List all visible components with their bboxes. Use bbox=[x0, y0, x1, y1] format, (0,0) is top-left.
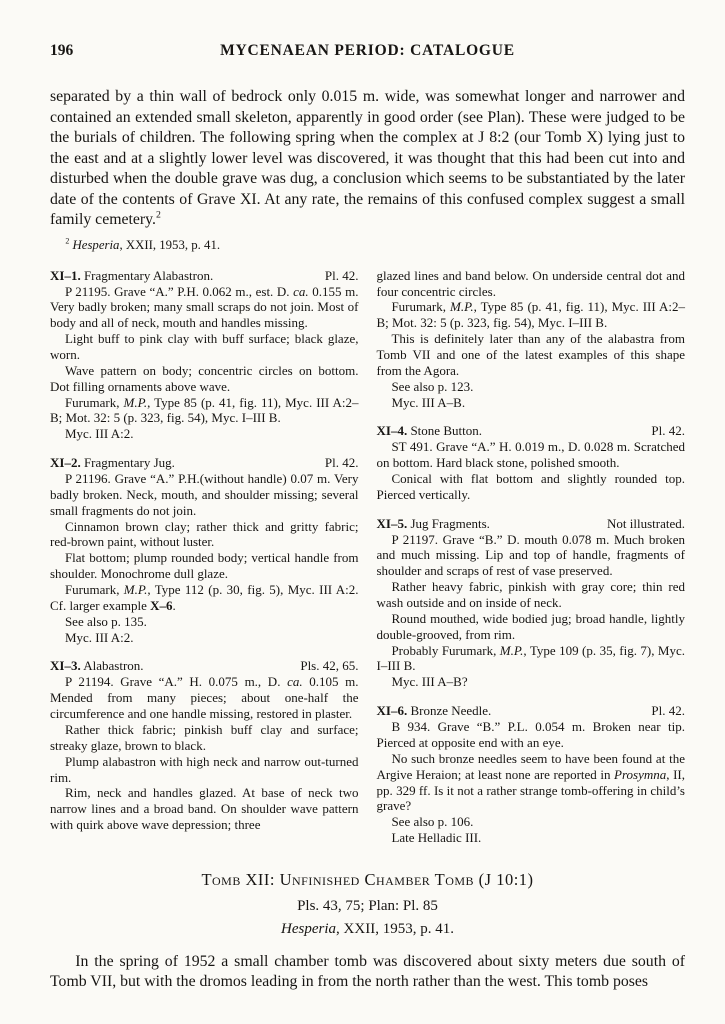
entry-paragraph bbox=[50, 395, 359, 427]
entry-title: Alabastron. bbox=[80, 658, 144, 674]
text-segment: M.P. bbox=[123, 394, 148, 410]
text-segment: M.P. bbox=[123, 582, 148, 598]
text-segment: Furumark, bbox=[64, 394, 124, 410]
text-segment: ca. bbox=[287, 674, 303, 690]
entry-id: XI–5. bbox=[376, 515, 408, 531]
entry-paragraph bbox=[50, 582, 359, 614]
catalogue-entry-continuation bbox=[377, 268, 686, 411]
entry-header bbox=[377, 516, 686, 532]
right-column bbox=[377, 268, 686, 846]
text-segment: separated by a thin wall of bedrock only 0.015 m. wide, was somewhat longer and narrower and contained an extended small skeleton, apparently in good order (see Plan). These were judged to be the burials of children. The following spring when the complex at J 8:2 (our Tomb X) lying just to the east and at a slightly lower level was discovered, it was thought that this had been cut into and disturbed when the double grave was dug, a conclusion which seems to be substantiated by the later date of the contents of Grave XI. At any rate, the remains of this confused complex suggest a small family cemetery. bbox=[50, 88, 685, 229]
entry-paragraph bbox=[377, 719, 686, 751]
entry-heading-text bbox=[377, 516, 490, 532]
text-segment: Myc. III A:2. bbox=[64, 426, 134, 442]
text-segment: Furumark, bbox=[64, 582, 124, 598]
entry-paragraph bbox=[377, 299, 686, 331]
running-title: MYCENAEAN PERIOD: CATALOGUE bbox=[220, 42, 515, 59]
entry-paragraph bbox=[50, 519, 359, 551]
text-segment: This is definitely later than any of the alabastra from Tomb VII and one of the latest examples of this shape from the Agora. bbox=[376, 331, 685, 378]
entry-id: XI–1. bbox=[50, 267, 81, 283]
text-segment: Furumark, bbox=[391, 299, 450, 315]
plate-ref: Pls. 42, 65. bbox=[300, 658, 359, 674]
catalogue-columns bbox=[50, 268, 685, 846]
entry-title: Fragmentary Jug. bbox=[80, 455, 175, 471]
section-heading: Tomb XII: Unfinished Chamber Tomb (J 10:1) bbox=[201, 869, 534, 889]
entry-id: XI–4. bbox=[376, 423, 408, 439]
text-segment: Wave pattern on body; concentric circles on bottom. Dot filling ornaments above wave. bbox=[50, 362, 359, 394]
entry-paragraph bbox=[50, 426, 359, 442]
intro-paragraph bbox=[50, 87, 685, 231]
plate-ref: Pl. 42. bbox=[651, 423, 685, 439]
entry-paragraph bbox=[377, 674, 686, 690]
tomb-xii-section bbox=[50, 870, 685, 993]
entry-paragraph bbox=[50, 363, 359, 395]
entry-title: Fragmentary Alabastron. bbox=[80, 267, 214, 283]
text-segment: Probably Furumark, bbox=[391, 642, 500, 658]
catalogue-entry bbox=[377, 516, 686, 690]
footnote bbox=[50, 238, 685, 253]
entry-header bbox=[377, 423, 686, 439]
entry-paragraph bbox=[377, 751, 686, 814]
entry-paragraph bbox=[50, 630, 359, 646]
text-segment: P 21194. Grave “A.” H. 0.075 m., D. bbox=[64, 674, 288, 690]
text-segment: , Type 112 (p. 30, fig. 5), Myc. III A:2. Cf. larger example bbox=[50, 582, 359, 613]
text-segment: , XXII, 1953, p. 41. bbox=[336, 920, 454, 937]
page-number: 196 bbox=[50, 42, 74, 59]
catalogue-entry bbox=[377, 423, 686, 502]
plate-ref: Pl. 42. bbox=[651, 703, 685, 719]
entry-header bbox=[50, 268, 359, 284]
catalogue-entry bbox=[50, 268, 359, 442]
text-segment: 0.155 m. Very badly broken; many small scraps do not join. Most of body and all of neck, mouth and handles missing. bbox=[50, 283, 359, 331]
text-segment: P 21197. Grave “B.” D. mouth 0.078 m. Much broken and much missing. Lip and top of handle, fragments of shoulder and scraps of rest of vase preserved. bbox=[376, 531, 685, 579]
text-segment: . bbox=[172, 597, 176, 613]
text-segment: , II, pp. 329 ff. Is it not a rather strange tomb-offering in child’s grave? bbox=[376, 766, 685, 814]
text-segment: Plump alabastron with high neck and narrow out-turned rim. bbox=[50, 753, 359, 785]
text-segment: Light buff to pink clay with buff surface; black glaze, worn. bbox=[50, 331, 359, 363]
entry-id: XI–6. bbox=[376, 703, 408, 719]
left-column bbox=[50, 268, 359, 846]
section-plates: Pls. 43, 75; Plan: Pl. 85 bbox=[297, 897, 438, 914]
entry-heading-text bbox=[50, 658, 144, 674]
text-segment: No such bronze needles seem to have been found at the Argive Heraion; at least none are reported in bbox=[376, 750, 685, 782]
entry-paragraph bbox=[50, 331, 359, 363]
text-segment: , Type 109 (p. 35, fig. 7), Myc. I–III B. bbox=[376, 642, 686, 674]
text-segment: P 21196. Grave “A.” P.H.(without handle) 0.07 m. Very badly broken. Neck, mouth, and shoulder missing; several small fragments do not join. bbox=[50, 471, 359, 518]
text-segment: M.P. bbox=[449, 299, 474, 315]
entry-header bbox=[377, 703, 686, 719]
text-segment: glazed lines and band below. On underside central dot and four concentric circles. bbox=[376, 267, 685, 299]
plate-ref: Pl. 42. bbox=[324, 267, 359, 283]
entry-heading-text bbox=[50, 455, 175, 471]
entry-paragraph bbox=[377, 579, 686, 611]
entry-heading-text bbox=[50, 268, 213, 284]
text-segment: See also p. 123. bbox=[391, 378, 474, 394]
entry-paragraph bbox=[377, 395, 686, 411]
text-segment: Flat bottom; plump rounded body; vertical handle from shoulder. Monochrome dull glaze. bbox=[50, 550, 359, 582]
text-segment: B 934. Grave “B.” P.L. 0.054 m. Broken near tip. Pierced at opposite end with an eye. bbox=[376, 719, 685, 750]
text-segment: Rather thick fabric; pinkish buff clay and surface; streaky glaze, brown to black. bbox=[50, 721, 359, 753]
text-segment: Conical with flat bottom and slightly rounded top. Pierced vertically. bbox=[376, 471, 685, 502]
entry-paragraph bbox=[50, 754, 359, 786]
plate-ref: Not illustrated. bbox=[607, 515, 685, 531]
text-segment: 2 bbox=[156, 209, 161, 221]
plate-ref: Pl. 42. bbox=[324, 455, 359, 471]
text-segment: See also p. 135. bbox=[64, 613, 147, 629]
entry-paragraph bbox=[377, 643, 686, 675]
running-head bbox=[50, 42, 685, 60]
catalogue-entry bbox=[50, 658, 359, 832]
text-segment: ca. bbox=[293, 283, 309, 299]
entry-paragraph bbox=[50, 614, 359, 630]
text-segment: X–6 bbox=[150, 597, 173, 613]
entry-paragraph bbox=[377, 611, 686, 643]
entry-paragraph bbox=[377, 532, 686, 580]
entry-paragraph bbox=[377, 331, 686, 379]
entry-title: Jug Fragments. bbox=[407, 515, 490, 531]
section-paragraph bbox=[50, 952, 685, 993]
entry-heading-text bbox=[377, 423, 482, 439]
text-segment: 2 bbox=[65, 236, 70, 246]
entry-header bbox=[50, 658, 359, 674]
entry-title: Stone Button. bbox=[407, 423, 482, 439]
entry-header bbox=[50, 455, 359, 471]
entry-paragraph bbox=[50, 471, 359, 519]
catalogue-entry bbox=[377, 703, 686, 846]
text-segment: Myc. III A:2. bbox=[64, 629, 134, 645]
entry-paragraph bbox=[377, 471, 686, 503]
catalogue-entry bbox=[50, 455, 359, 645]
text-segment: Rather heavy fabric, pinkish with gray core; thin red wash outside and on inside of neck. bbox=[376, 579, 685, 611]
entry-heading-text bbox=[377, 703, 492, 719]
text-segment: Late Helladic III. bbox=[391, 830, 482, 846]
text-segment: ST 491. Grave “A.” H. 0.019 m., D. 0.028 m. Scratched on bottom. Hard black stone, polished smooth. bbox=[376, 439, 685, 471]
entry-id: XI–3. bbox=[50, 658, 81, 674]
text-segment: Hesperia bbox=[281, 920, 337, 937]
entry-id: XI–2. bbox=[50, 455, 81, 471]
text-segment: Myc. III A–B? bbox=[391, 674, 468, 690]
text-segment: P 21195. Grave “A.” P.H. 0.062 m., est. D. bbox=[64, 283, 294, 299]
entry-title: Bronze Needle. bbox=[407, 703, 492, 719]
text-segment: See also p. 106. bbox=[391, 814, 474, 830]
entry-paragraph bbox=[50, 785, 359, 833]
text-segment: In the spring of 1952 a small chamber tomb was discovered about sixty meters due south of Tomb VII, but with the dromos leading in from the north rather than the west. This tomb poses bbox=[50, 952, 685, 991]
text-segment: Myc. III A–B. bbox=[391, 394, 466, 410]
entry-paragraph bbox=[50, 284, 359, 332]
text-segment: , Type 85 (p. 41, fig. 11), Myc. III A:2–B; Mot. 32: 5 (p. 323, fig. 54), Myc. I–III B. bbox=[50, 394, 359, 426]
entry-paragraph bbox=[377, 379, 686, 395]
entry-paragraph bbox=[377, 830, 686, 846]
text-segment: Prosymna bbox=[614, 766, 667, 782]
text-segment: Round mouthed, wide bodied jug; broad handle, lightly double-grooved, from rim. bbox=[376, 610, 685, 642]
entry-paragraph bbox=[50, 722, 359, 754]
section-reference bbox=[50, 921, 685, 938]
text-segment: M.P. bbox=[499, 642, 524, 658]
text-segment: , XXII, 1953, p. 41. bbox=[119, 237, 221, 252]
text-segment: 0.105 m. Mended from many pieces; about one-half the circumference and one handle missing, restored in plaster. bbox=[50, 674, 359, 722]
entry-paragraph bbox=[377, 814, 686, 830]
text-segment: Cinnamon brown clay; rather thick and gritty fabric; red-brown paint, without luster. bbox=[50, 518, 359, 550]
entry-paragraph bbox=[50, 674, 359, 722]
text-segment: Hesperia bbox=[72, 237, 120, 252]
text-segment: Rim, neck and handles glazed. At base of neck two narrow lines and a broad band. On shoulder wave pattern with quirk above wave depression; three bbox=[50, 785, 359, 833]
entry-paragraph bbox=[377, 268, 686, 300]
text-segment: , Type 85 (p. 41, fig. 11), Myc. III A:2–B; Mot. 32: 5 (p. 323, fig. 54), Myc. I–III B. bbox=[376, 299, 685, 331]
entry-paragraph bbox=[377, 439, 686, 471]
entry-paragraph bbox=[50, 550, 359, 582]
